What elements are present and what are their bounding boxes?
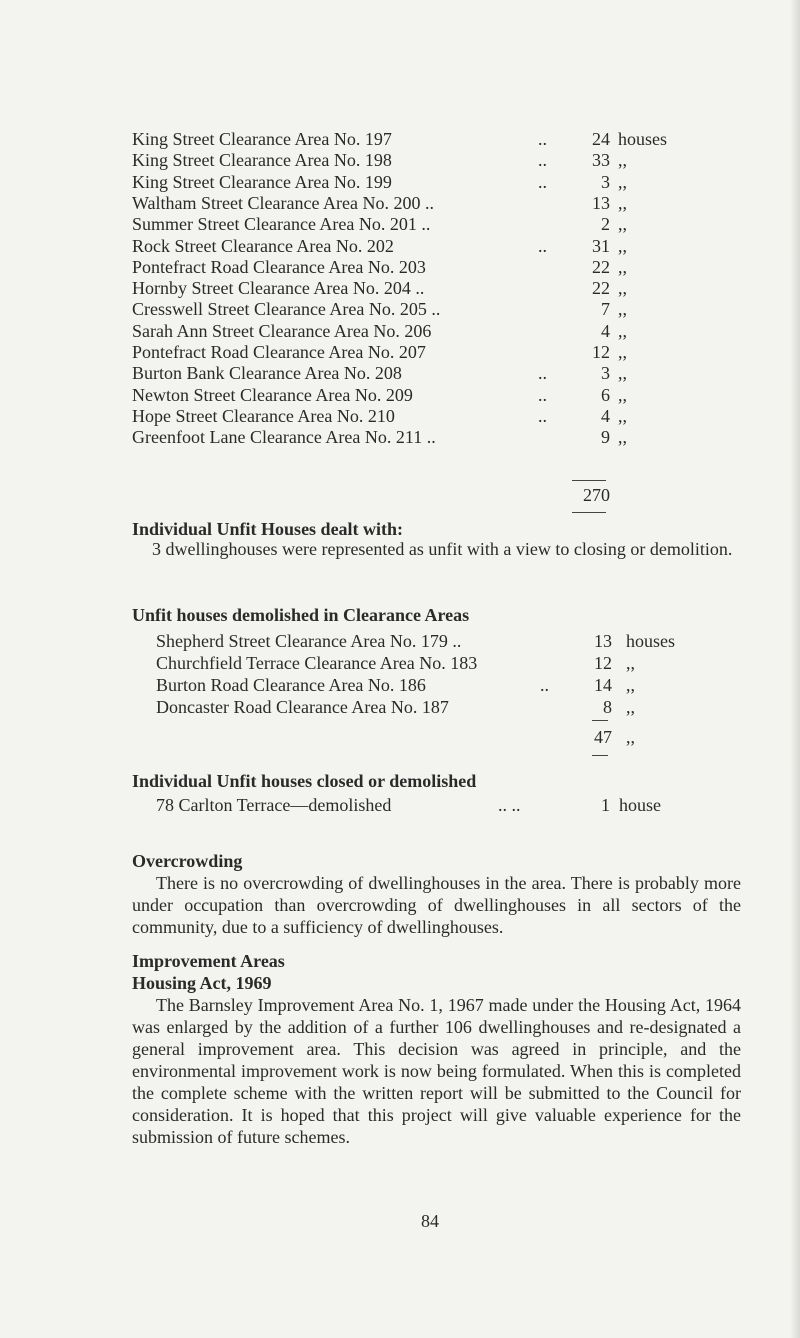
clearance-area-count: 6 — [601, 384, 610, 405]
clearance-area-row — [132, 362, 692, 384]
clearance-area-count: 7 — [601, 299, 610, 320]
demolished-row — [156, 630, 696, 652]
clearance-area-row — [132, 426, 692, 448]
clearance-area-unit: ,, — [618, 256, 627, 277]
demolished-rule-bottom — [592, 755, 608, 756]
clearance-area-row — [132, 277, 692, 299]
demolished-unit: ,, — [626, 675, 635, 695]
clearance-area-unit: ,, — [618, 214, 627, 235]
clearance-area-row — [132, 384, 692, 406]
clearance-area-dots: .. — [538, 171, 547, 192]
clearance-area-unit: houses — [618, 129, 667, 149]
clearance-area-label: Greenfoot Lane Clearance Area No. 211 .. — [132, 427, 436, 448]
clearance-area-count: 33 — [592, 150, 610, 171]
clearance-area-count: 12 — [592, 342, 610, 362]
section-heading-individual-unfit: Individual Unfit Houses dealt with: — [132, 519, 404, 539]
clearance-area-row — [132, 149, 692, 171]
clearance-area-row — [132, 171, 692, 193]
clearance-area-count: 24 — [592, 129, 610, 149]
clearance-area-unit: ,, — [618, 363, 627, 384]
page-number: 84 — [421, 1211, 439, 1231]
demolished-unit: ,, — [626, 653, 635, 673]
demolished-row — [156, 652, 696, 674]
clearance-area-label: Hornby Street Clearance Area No. 204 .. — [132, 278, 425, 299]
clearance-area-count: 31 — [592, 235, 610, 256]
improvement-text: The Barnsley Improvement Area No. 1, 1967 made under the Housing Act, 1964 was enlarged by the addition of a further 106 dwellinghouses and re-designated a general improvement area. This decision was agreed in principle, and the environmental improvement work is now being formulated. When this is completed the complete scheme with the written report will be submitted to the Council for consideration. It is hoped that this project will give valuable experience for the submission of future schemes. — [132, 995, 741, 1147]
clearance-area-label: King Street Clearance Area No. 199 — [132, 171, 392, 192]
clearance-area-unit: ,, — [618, 320, 627, 341]
demolished-dots: .. — [540, 675, 549, 695]
section-heading-overcrowding: Overcrowding — [132, 851, 243, 871]
clearance-area-label: Summer Street Clearance Area No. 201 .. — [132, 214, 431, 235]
clearance-area-count: 13 — [592, 192, 610, 213]
demolished-rule-top — [592, 720, 608, 721]
clearance-area-unit: ,, — [618, 192, 627, 213]
clearance-area-dots: .. — [538, 405, 547, 426]
clearance-area-label: Hope Street Clearance Area No. 210 — [132, 405, 395, 426]
clearance-area-label: Burton Bank Clearance Area No. 208 — [132, 363, 402, 384]
clearance-area-label: Pontefract Road Clearance Area No. 207 — [132, 342, 426, 362]
clearance-area-unit: ,, — [618, 342, 627, 362]
clearance-area-count: 2 — [601, 214, 610, 235]
clearance-area-count: 4 — [601, 320, 610, 341]
clearance-area-count: 3 — [601, 363, 610, 384]
clearance-area-label: Rock Street Clearance Area No. 202 — [132, 235, 394, 256]
individual-unfit-text: 3 dwellinghouses were represented as unfit with a view to closing or demolition. — [152, 539, 733, 559]
clearance-area-label: Cresswell Street Clearance Area No. 205 .. — [132, 299, 441, 320]
overcrowding-text: There is no overcrowding of dwellinghouses in the area. There is probably more under occupation than overcrowding of dwellinghouses in all sectors of the community, due to a sufficiency of dwellinghouses. — [132, 873, 741, 937]
clearance-area-label: Sarah Ann Street Clearance Area No. 206 — [132, 320, 432, 341]
closed-item: 78 Carlton Terrace—demolished .. .. 1 house — [156, 795, 661, 815]
clearance-area-label: Waltham Street Clearance Area No. 200 .. — [132, 192, 434, 213]
clearance-area-dots: .. — [538, 363, 547, 384]
clearance-area-unit: ,, — [618, 150, 627, 171]
demolished-unit: houses — [626, 631, 675, 651]
clearance-area-row — [132, 298, 692, 320]
demolished-total: 47 ,, — [594, 727, 635, 747]
clearance-area-unit: ,, — [618, 235, 627, 256]
clearance-area-row — [132, 256, 692, 278]
clearance-area-dots: .. — [538, 384, 547, 405]
clearance-area-row — [132, 320, 692, 342]
clearance-area-count: 9 — [601, 427, 610, 448]
clearance-area-count: 4 — [601, 405, 610, 426]
section-heading-improvement: Improvement Areas — [132, 951, 285, 971]
section-heading-housing-act: Housing Act, 1969 — [132, 973, 272, 993]
demolished-row — [156, 674, 696, 696]
clearance-area-label: King Street Clearance Area No. 197 — [132, 129, 392, 149]
demolished-label: Doncaster Road Clearance Area No. 187 — [156, 697, 449, 717]
page-edge-shadow — [790, 0, 800, 1338]
clearance-area-count: 22 — [592, 278, 610, 299]
clearance-area-unit: ,, — [618, 171, 627, 192]
clearance-area-dots: .. — [538, 150, 547, 171]
clearance-area-row — [132, 192, 692, 214]
clearance-area-label: Newton Street Clearance Area No. 209 — [132, 384, 413, 405]
section-heading-demolished: Unfit houses demolished in Clearance Areas — [132, 605, 470, 625]
clearance-area-row — [132, 341, 692, 363]
demolished-count: 8 — [603, 697, 612, 717]
clearance-area-unit: ,, — [618, 427, 627, 448]
demolished-count: 14 — [594, 675, 612, 695]
clearance-area-count: 3 — [601, 171, 610, 192]
section-heading-closed: Individual Unfit houses closed or demolished — [132, 771, 477, 791]
clearance-area-dots: .. — [538, 235, 547, 256]
clearance-area-unit: ,, — [618, 299, 627, 320]
clearance-area-row — [132, 235, 692, 257]
demolished-label: Burton Road Clearance Area No. 186 — [156, 675, 426, 695]
clearance-area-count: 22 — [592, 256, 610, 277]
clearance-area-unit: ,, — [618, 405, 627, 426]
total-rule-bottom — [572, 512, 606, 513]
clearance-area-label: King Street Clearance Area No. 198 — [132, 150, 392, 171]
clearance-total: 270 — [583, 485, 610, 505]
clearance-area-dots: .. — [538, 129, 547, 149]
demolished-count: 12 — [594, 653, 612, 673]
demolished-row — [156, 696, 696, 718]
clearance-area-unit: ,, — [618, 384, 627, 405]
clearance-area-row — [132, 128, 692, 150]
clearance-area-label: Pontefract Road Clearance Area No. 203 — [132, 256, 426, 277]
clearance-area-row — [132, 213, 692, 235]
clearance-area-unit: ,, — [618, 278, 627, 299]
demolished-label: Churchfield Terrace Clearance Area No. 183 — [156, 653, 478, 673]
demolished-count: 13 — [594, 631, 612, 651]
clearance-area-row — [132, 405, 692, 427]
total-rule-top — [572, 480, 606, 481]
demolished-unit: ,, — [626, 697, 635, 717]
demolished-label: Shepherd Street Clearance Area No. 179 .. — [156, 631, 462, 651]
